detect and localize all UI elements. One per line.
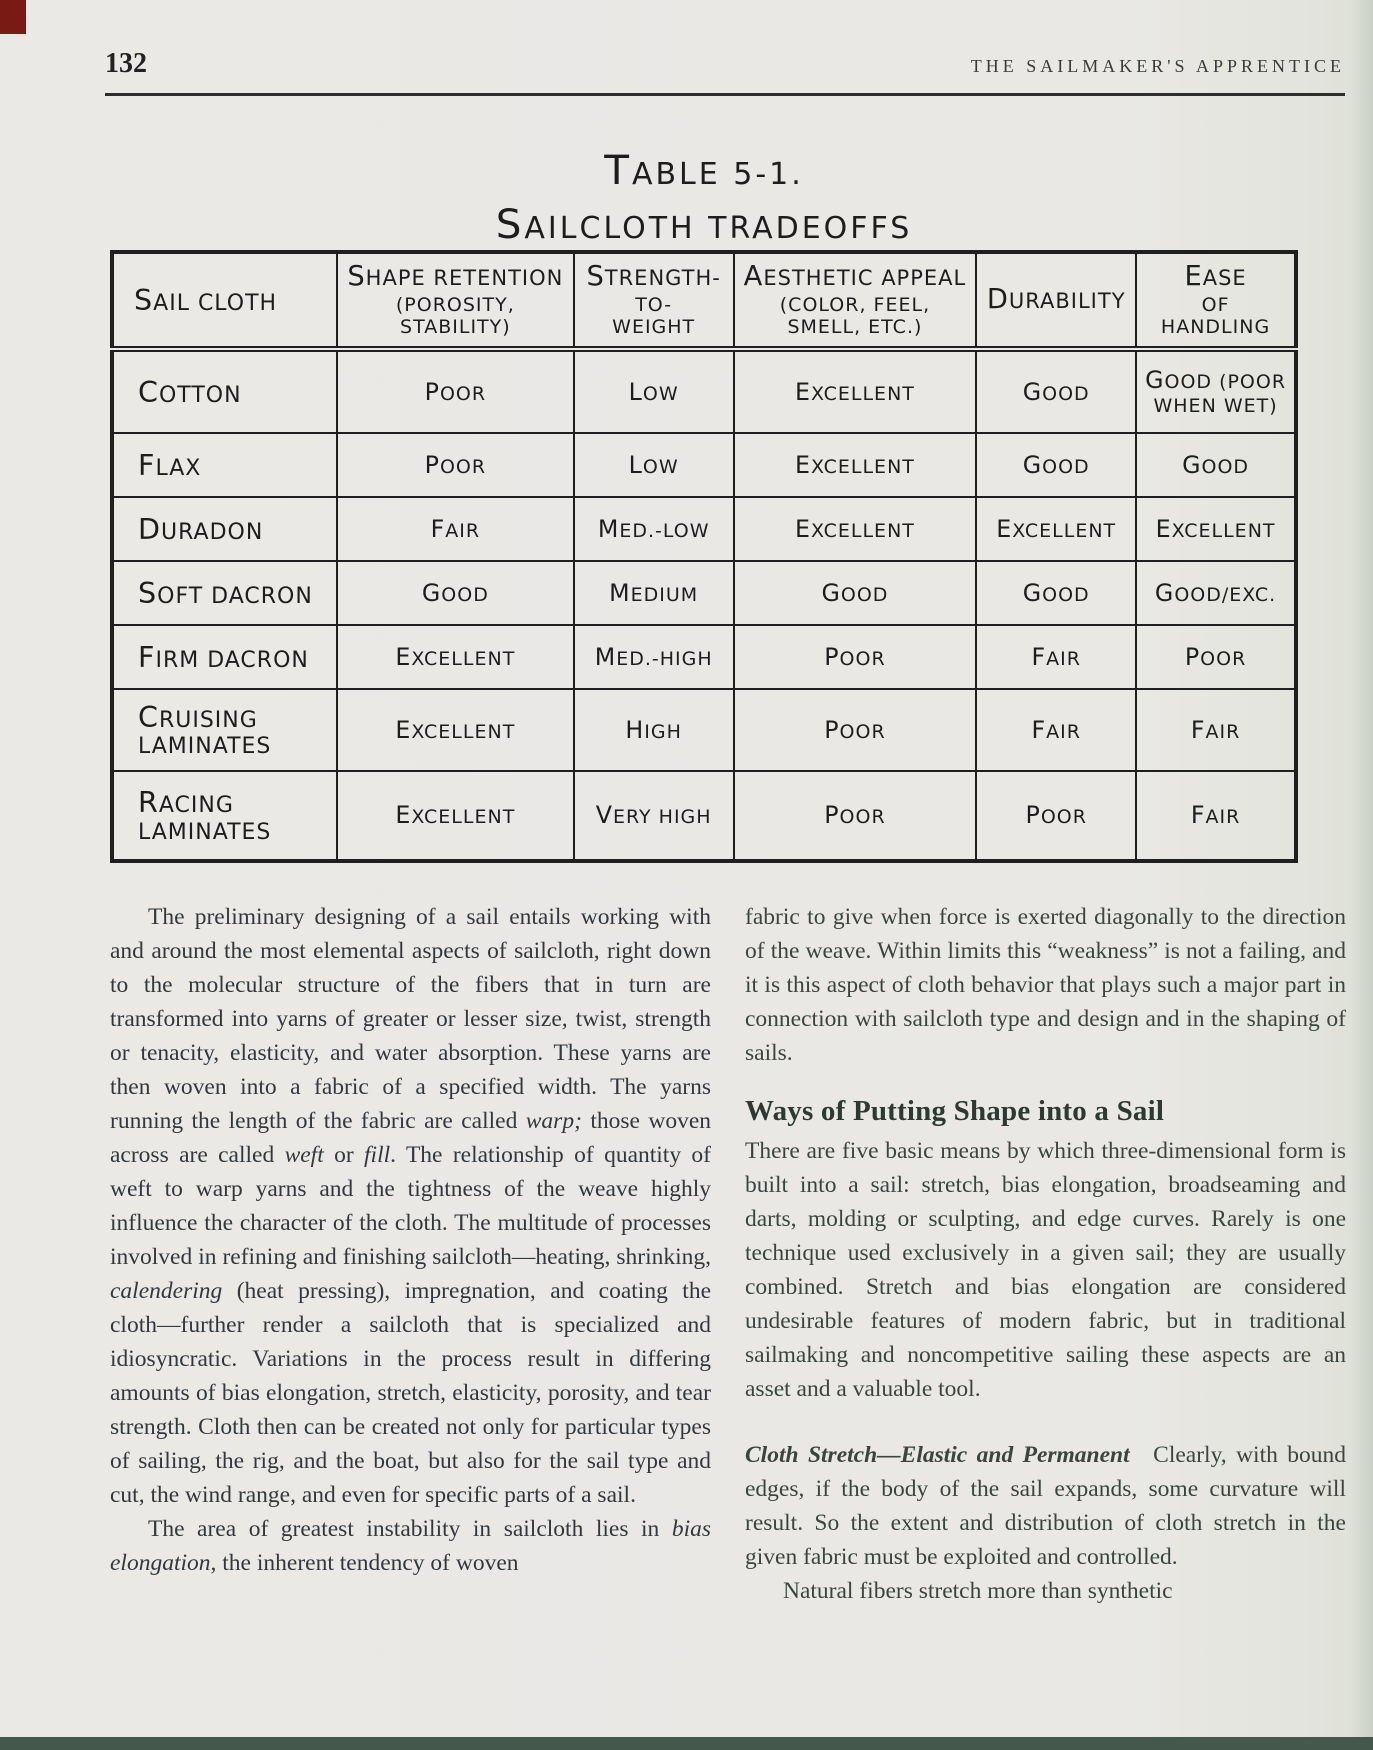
column-header <box>1136 252 1296 349</box>
column-header <box>337 252 574 349</box>
page-edge-shadow <box>1351 0 1373 1750</box>
table-cell <box>337 497 574 561</box>
cell-value: MEDIUM <box>609 578 699 607</box>
column-header-line: STABILITY) <box>400 316 511 339</box>
table-title-line2: SAILCLOTH TRADEOFFS <box>495 200 913 248</box>
cell-value: POOR <box>1184 642 1247 671</box>
table-cell <box>734 771 977 861</box>
body-text: . The relationship of quantity of weft to warp yarns and the tightness of the weave highly influence the character of the cloth. The multitude of processes involved in refining and finishing sailcloth—heating, shrinking, <box>110 1142 712 1270</box>
row-name-cell <box>112 625 337 689</box>
table-cell <box>734 497 977 561</box>
sailcloth-table <box>110 250 1298 863</box>
column-header <box>734 252 977 349</box>
emphasized-text: weft <box>284 1142 324 1168</box>
body-column-right <box>745 900 1346 1608</box>
column-header <box>112 252 337 349</box>
table-cell <box>976 689 1136 771</box>
table-cell <box>574 433 734 497</box>
row-name: SOFT DACRON <box>138 575 313 610</box>
cell-value: EXCELLENT <box>1155 514 1276 543</box>
row-name: CRUISING LAMINATES <box>138 699 272 759</box>
table-cell <box>574 771 734 861</box>
cell-value: MED.-HIGH <box>594 642 713 671</box>
cell-value: EXCELLENT <box>395 715 516 744</box>
column-header-line: HANDLING <box>1160 316 1271 339</box>
table-cell <box>976 561 1136 625</box>
table-title-line1: TABLE 5-1. <box>604 146 804 194</box>
emphasized-text: warp; <box>525 1108 582 1134</box>
table-cell <box>734 625 977 689</box>
cell-value: FAIR <box>1190 801 1241 830</box>
table-cell <box>1136 561 1296 625</box>
body-text: The area of greatest instability in sailcloth lies in <box>148 1516 672 1542</box>
cell-value: HIGH <box>625 715 682 744</box>
column-header-line: SAIL CLOTH <box>134 282 278 317</box>
table-cell <box>976 497 1136 561</box>
row-name: RACING LAMINATES <box>138 785 272 845</box>
table-cell <box>734 561 977 625</box>
body-text: The preliminary designing of a sail entails working with and around the most elemental aspects of sailcloth, right down to the molecular structure of the fibers that in turn are transformed into yarns of greater or lesser size, twist, strength or tenacity, elasticity, and water absorption. These yarns are then woven into a fabric of a specified width. The yarns running the length of the fabric are called <box>110 904 711 1134</box>
cell-value: FAIR <box>1190 715 1241 744</box>
column-header-line: SMELL, ETC.) <box>787 316 923 339</box>
emphasized-text: fill <box>364 1142 391 1168</box>
table-cell <box>976 349 1136 433</box>
cell-value: POOR <box>824 715 886 744</box>
paragraph <box>745 900 1346 1070</box>
paragraph <box>110 1512 711 1580</box>
cell-value: GOOD <box>821 578 889 607</box>
cell-value: FAIR <box>430 514 481 543</box>
row-name-cell <box>112 433 337 497</box>
table-header-row <box>112 252 1296 349</box>
column-header <box>574 252 734 349</box>
table-cell <box>734 689 977 771</box>
column-header-line: OF <box>1201 293 1230 316</box>
table-cell <box>734 433 977 497</box>
body-text: Clearly, with bound edges, if the body of the sail expands, some curvature will result. So the extent and distribution of cloth stretch in the given fabric must be exploited and controlled. <box>745 1442 1346 1570</box>
cell-value: MED.-LOW <box>597 514 710 543</box>
table-cell <box>734 349 977 433</box>
row-name: FLAX <box>138 447 202 482</box>
body-text: fabric to give when force is exerted diagonally to the direction of the weave. Within limits this “weakness” is not a failing, and it is this aspect of cloth behavior that plays such a major part in connection with sailcloth type and design and in the shaping of sails. <box>745 904 1346 1066</box>
table-row <box>112 497 1296 561</box>
cell-value: GOOD <box>1182 450 1250 479</box>
body-text: There are five basic means by which three-dimensional form is built into a sail: stretch, bias elongation, broadseaming and darts, molding or sculpting, and edge curves. Rarely is one technique used exclusively in a given sail; they are usually combined. Stretch and bias elongation are considered undesirable features of modern fabric, but in traditional sailmaking and noncompetitive sailing these aspects are an asset and a valuable tool. <box>745 1138 1346 1402</box>
running-title: THE SAILMAKER'S APPRENTICE <box>970 56 1345 76</box>
cell-value: POOR <box>824 642 886 671</box>
table-body <box>112 349 1296 861</box>
row-name: FIRM DACRON <box>138 639 309 674</box>
cell-value: POOR <box>424 450 487 479</box>
row-name: COTTON <box>138 374 242 409</box>
table-cell <box>574 349 734 433</box>
cell-value: EXCELLENT <box>395 642 516 671</box>
cell-value: POOR <box>1025 801 1087 830</box>
paragraph <box>745 1574 1346 1608</box>
cell-value: LOW <box>628 450 679 479</box>
table-cell <box>574 625 734 689</box>
body-text: , the inherent tendency of woven <box>210 1550 519 1576</box>
cell-value: EXCELLENT <box>794 450 915 479</box>
cell-value: POOR <box>424 377 487 406</box>
body-text: or <box>323 1142 365 1168</box>
cell-value: POOR <box>824 801 886 830</box>
cell-value: EXCELLENT <box>996 514 1117 543</box>
cell-value: EXCELLENT <box>395 801 516 830</box>
cell-value: FAIR <box>1031 642 1081 671</box>
emphasized-text: calendering <box>110 1278 223 1304</box>
column-header-line: WEIGHT <box>612 316 696 339</box>
emphasized-text: bias elongation <box>110 1516 711 1576</box>
column-header-line: EASE <box>1184 260 1247 292</box>
row-name-cell <box>112 771 337 861</box>
table-cell <box>976 433 1136 497</box>
cell-value: VERY HIGH <box>595 801 712 830</box>
cover-corner-mark <box>0 0 26 34</box>
column-header <box>976 252 1136 349</box>
table-row <box>112 771 1296 861</box>
row-name-cell <box>112 689 337 771</box>
table-cell <box>1136 771 1296 861</box>
row-name-cell <box>112 497 337 561</box>
table-cell <box>337 561 574 625</box>
column-header-line: SHAPE RETENTION <box>347 260 564 292</box>
table-cell <box>1136 689 1296 771</box>
column-header-line: STRENGTH- <box>586 260 721 292</box>
table-row <box>112 689 1296 771</box>
section-heading: Ways of Putting Shape into a Sail <box>745 1095 1165 1127</box>
table-cell <box>337 433 574 497</box>
cell-value: GOOD <box>1022 578 1090 607</box>
cell-value: EXCELLENT <box>794 514 915 543</box>
table-cell <box>337 349 574 433</box>
table-cell <box>976 625 1136 689</box>
header-rule <box>105 93 1345 96</box>
cell-value: EXCELLENT <box>794 377 915 406</box>
book-edge-bar <box>0 1737 1373 1750</box>
table-cell <box>1136 497 1296 561</box>
cell-value: GOOD <box>421 578 489 607</box>
cell-value: GOOD/EXC. <box>1154 578 1277 607</box>
body-text: those woven across are called <box>110 1108 711 1168</box>
table-cell <box>1136 625 1296 689</box>
row-name-cell <box>112 349 337 433</box>
paragraph <box>745 1438 1346 1574</box>
cell-value: GOOD <box>1022 377 1090 406</box>
table-cell <box>574 497 734 561</box>
column-header-line: (COLOR, FEEL, <box>779 293 931 316</box>
cell-value: GOOD <box>1022 450 1090 479</box>
table-row <box>112 433 1296 497</box>
table-cell <box>574 689 734 771</box>
table-cell <box>976 771 1136 861</box>
column-header-line: TO- <box>635 293 673 316</box>
cell-value: LOW <box>628 377 679 406</box>
table-cell <box>1136 349 1296 433</box>
table-cell <box>574 561 734 625</box>
paragraph <box>745 1134 1346 1406</box>
column-header-line: (POROSITY, <box>395 293 515 316</box>
cell-value: FAIR <box>1031 715 1081 744</box>
row-name-cell <box>112 561 337 625</box>
body-column-left <box>110 900 711 1580</box>
table-cell <box>337 771 574 861</box>
table-cell <box>337 625 574 689</box>
column-header-line: DURABILITY <box>986 283 1126 315</box>
column-header-line: AESTHETIC APPEAL <box>743 260 967 292</box>
table-row <box>112 349 1296 433</box>
emphasized-text: Cloth Stretch—Elastic and Permanent <box>745 1442 1130 1468</box>
table-row <box>112 561 1296 625</box>
paragraph <box>110 900 711 1512</box>
table-subtitle <box>110 200 1298 248</box>
body-text: (heat pressing), impregnation, and coating the cloth—further render a sailcloth that is specialized and idiosyncratic. Variations in the process result in differing amounts of bias elongation, stretch, elasticity, porosity, and tear strength. Cloth then can be created not only for particular types of sailing, the rig, and the boat, but also for the sail type and cut, the wind range, and even for specific parts of a sail. <box>110 1278 711 1508</box>
table-row <box>112 625 1296 689</box>
table-cell <box>1136 433 1296 497</box>
cell-value: GOOD (POOR WHEN WET) <box>1145 366 1287 417</box>
table-cell <box>337 689 574 771</box>
row-name: DURADON <box>138 511 264 546</box>
body-text: Natural fibers stretch more than synthetic <box>783 1578 1173 1604</box>
page-number: 132 <box>105 48 147 79</box>
table-title <box>110 146 1298 194</box>
